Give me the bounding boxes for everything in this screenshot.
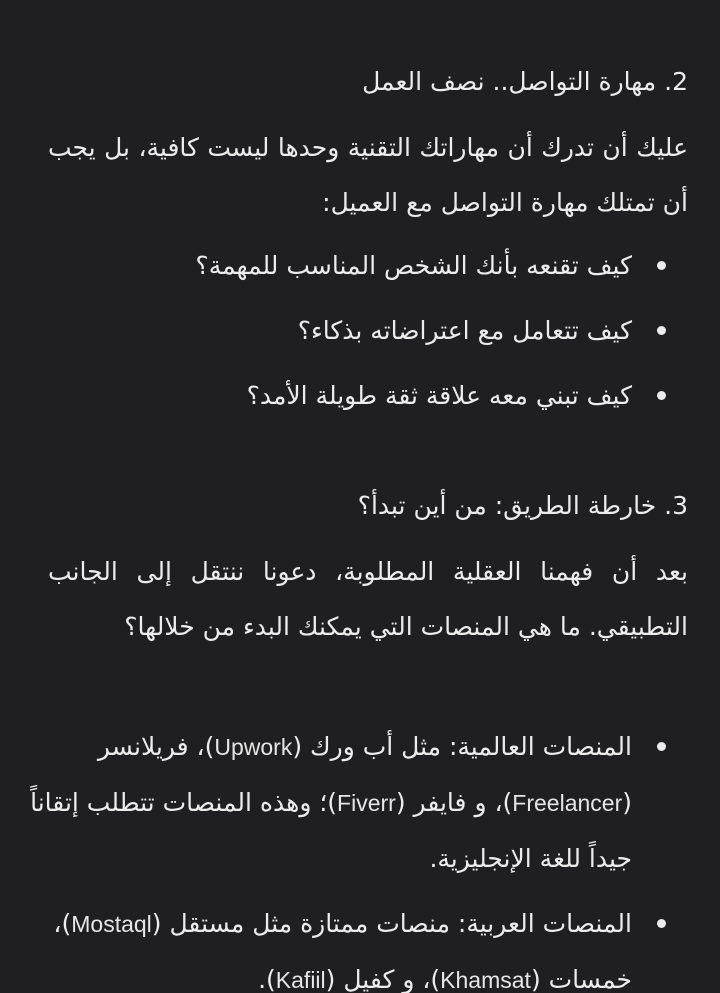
list-item [0, 303, 720, 358]
upwork-name: Upwork [214, 734, 293, 760]
global-platforms-sep-2: )، و فايفر ( [395, 788, 513, 817]
kafiil-name: Kafiil [275, 967, 326, 993]
section-3-title: 3. خارطة الطريق: من أين تبدأ؟ [357, 491, 688, 520]
list-item-arab-platforms [0, 896, 720, 993]
bullet-dot-icon [657, 391, 666, 400]
section-2-title: 2. مهارة التواصل.. نصف العمل [362, 67, 688, 96]
list-item-text: كيف تبني معه علاقة ثقة طويلة الأمد؟ [246, 381, 632, 410]
list-item-text: كيف تتعامل مع اعتراضاته بذكاء؟ [297, 316, 632, 345]
section-2-paragraph: عليك أن تدرك أن مهاراتك التقنية وحدها ليست كافية، بل يجب أن تمتلك مهارة التواصل مع العميل: [48, 133, 688, 217]
freelancer-name: Freelancer [512, 790, 623, 816]
section-3-bullet-list [0, 719, 720, 993]
arab-platforms-tail: ). [258, 965, 276, 993]
arab-platforms-sep-1: )، خمسات ( [53, 909, 632, 993]
list-item-global-platforms [0, 719, 720, 886]
bullet-dot-icon [657, 326, 666, 335]
section-3-paragraph: بعد أن فهمنا العقلية المطلوبة، دعونا ننتقل إلى الجانب التطبيقي. ما هي المنصات التي يمكنك البدء من خلالها؟ [48, 557, 688, 641]
arab-platforms-sep-2: )، و كفيل ( [325, 965, 441, 993]
global-platforms-sep-1: )، فريلانسر ( [97, 732, 632, 817]
list-item [0, 368, 720, 423]
list-item [0, 238, 720, 293]
bullet-dot-icon [657, 919, 666, 928]
section-2-bullet-list [0, 238, 720, 423]
bullet-dot-icon [657, 261, 666, 270]
fiverr-name: Fiverr [337, 790, 396, 816]
global-platforms-lead: المنصات العالمية: مثل أب ورك ( [292, 732, 632, 761]
global-platforms-tail: )؛ وهذه المنصات تتطلب إتقاناً جيداً للغة الإنجليزية. [30, 788, 632, 873]
arab-platforms-lead: المنصات العربية: منصات ممتازة مثل مستقل ( [151, 909, 632, 938]
mostaql-name: Mostaql [71, 911, 152, 937]
bullet-dot-icon [657, 742, 666, 751]
khamsat-name: Khamsat [440, 967, 531, 993]
list-item-text: كيف تقنعه بأنك الشخص المناسب للمهمة؟ [195, 251, 632, 280]
